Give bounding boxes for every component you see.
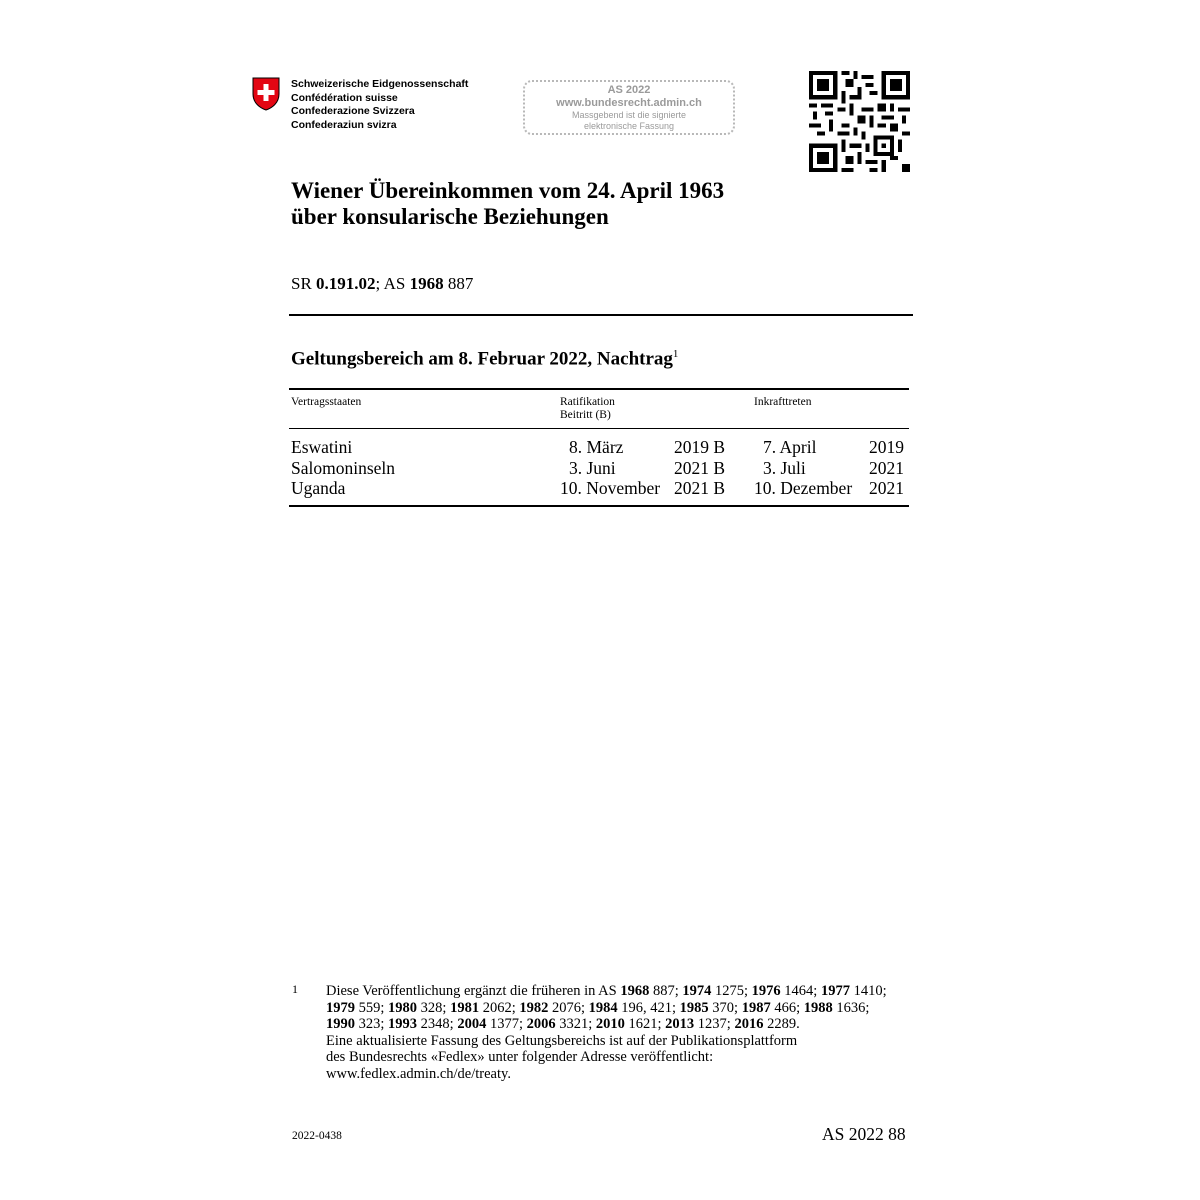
table-header-rule [289, 428, 909, 429]
table-cell-state: Uganda [291, 478, 346, 498]
footnote-ref-year: 2010 [595, 1016, 625, 1032]
sr-prefix: SR [291, 274, 317, 293]
section-title-text: Geltungsbereich am 8. Februar 2022, Nachtrag [291, 348, 673, 370]
column-header-states: Vertragsstaaten [291, 396, 362, 408]
table-cell-ratification-date: 10. November [560, 478, 661, 498]
footnote-ref-year: 2013 [665, 1016, 695, 1032]
federation-names [291, 78, 468, 132]
stamp-note-2: elektronische Fassung [583, 121, 675, 131]
footnote-ref-page: 1636; [832, 999, 870, 1016]
footnote-number: 1 [292, 982, 298, 996]
footnote-ref-year: 1985 [679, 999, 709, 1016]
document-title [291, 178, 724, 230]
footnote-ref-year: 1990 [326, 1016, 355, 1032]
footnote-ref-page: 196, 421; [617, 999, 680, 1016]
footnote-ref-page: 328; [417, 999, 451, 1016]
footnote-ref-page: 466; [770, 999, 804, 1016]
swiss-coat-of-arms-icon [252, 77, 280, 111]
federation-name-rm: Confederaziun svizra [291, 118, 397, 131]
footnote-ref-page: 1621; [624, 1016, 666, 1032]
table-cell-state: Salomoninseln [291, 457, 396, 478]
footnote-ref-page: 2348; [417, 1016, 458, 1032]
footnote-ref-page: 1275; [711, 983, 752, 999]
footnote-ref-page: 2076; [548, 999, 589, 1016]
footnote-ref-page: 1377; [486, 1016, 527, 1032]
footnote-ref-year: 1976 [751, 983, 781, 999]
publication-stamp [523, 80, 735, 135]
footnote-ref-page: 2062; [479, 999, 520, 1016]
footnote-ref-year: 1980 [388, 999, 418, 1016]
table-cell-entry-date: 10. Dezember [754, 478, 853, 498]
footnote-note-line-1: Eine aktualisierte Fassung des Geltungsbereichs ist auf der Publikationsplattform [326, 1032, 798, 1049]
footnote-ref-year: 1982 [519, 999, 549, 1016]
stamp-note-1: Massgebend ist die signierte [571, 110, 687, 120]
footnote-ref-year: 1968 [620, 983, 650, 999]
stamp-as-number: AS 2022 [607, 84, 651, 96]
footnote-ref-page: 3321; [555, 1016, 596, 1032]
table-cell-entry-date: 7. April [763, 437, 817, 457]
footnote-ref-year: 1988 [803, 999, 833, 1016]
footnote-ref-page: 1410; [849, 983, 887, 999]
section-title [291, 348, 678, 370]
column-header-ratification [560, 396, 615, 422]
ratification-header-line-1: Ratifikation [560, 396, 615, 408]
title-line-1: Wiener Übereinkommen vom 24. April 1963 [291, 178, 725, 203]
footnote-note-line-3: www.fedlex.admin.ch/de/treaty. [326, 1065, 511, 1082]
footnote-ref-page: 887; [649, 983, 683, 999]
footnote-ref-year: 1987 [741, 999, 771, 1016]
footnote-text [326, 983, 896, 1082]
footnote-ref-year: 2004 [457, 1016, 487, 1032]
footnote-references [326, 983, 896, 1033]
as-page: 887 [443, 274, 474, 293]
table-cell-ratification-date: 3. Juni [569, 457, 616, 478]
footnote-ref-year: 1977 [820, 983, 850, 999]
footnote-ref-page: 1237; [694, 1016, 735, 1032]
title-line-2: über konsularische Beziehungen [291, 204, 609, 229]
as-year: 1968 [409, 274, 444, 293]
table-cell-entry-date: 3. Juli [763, 457, 806, 478]
table-cell-ratification-year: 2019 B [674, 437, 726, 457]
footnote-intro: Diese Veröffentlichung ergänzt die früheren in AS [326, 983, 621, 999]
footnote-ref-page: 323; [355, 1016, 389, 1032]
document-number: 2022-0438 [292, 1130, 342, 1142]
stamp-url: www.bundesrecht.admin.ch [556, 97, 702, 109]
as-prefix: ; AS [375, 274, 410, 293]
table-cell-entry-year: 2019 [869, 437, 904, 457]
federation-name-de: Schweizerische Eidgenossenschaft [291, 78, 469, 90]
footnote-ref-year: 1979 [326, 999, 355, 1016]
table-bottom-rule [289, 505, 909, 507]
ratification-header-line-2: Beitritt (B) [560, 409, 611, 421]
footnote-note-line-2: des Bundesrechts «Fedlex» unter folgender Adresse veröffentlicht: [326, 1049, 714, 1065]
table-cell-entry-year: 2021 [869, 457, 904, 478]
footnote-ref-page: 2289. [763, 1016, 800, 1032]
table-cell-ratification-year: 2021 B [674, 478, 726, 498]
footnote-ref-year: 1974 [682, 983, 712, 999]
footnote-ref-page: 370; [708, 999, 742, 1016]
table-cell-ratification-year: 2021 B [674, 457, 726, 478]
table-top-rule [289, 388, 909, 390]
footnote-ref-year: 2006 [526, 1016, 556, 1032]
sr-number: 0.191.02 [316, 274, 376, 293]
table-cell-ratification-date: 8. März [569, 437, 624, 457]
page-reference: AS 2022 88 [822, 1124, 906, 1144]
footnote-ref-year: 1993 [388, 1016, 418, 1032]
footnote-ref-year: 1981 [450, 999, 480, 1016]
qr-code-icon [809, 71, 910, 172]
federation-name-fr: Confédération suisse [291, 91, 398, 104]
title-divider [289, 314, 913, 316]
table-cell-state: Eswatini [291, 437, 353, 457]
footnote-ref-page: 1464; [780, 983, 821, 999]
footnote-ref-page: 559; [355, 999, 389, 1016]
table-cell-entry-year: 2021 [869, 478, 904, 498]
footnote-ref-year: 1984 [588, 999, 618, 1016]
section-footnote-mark: 1 [672, 348, 679, 360]
sr-reference [291, 274, 473, 294]
federation-name-it: Confederazione Svizzera [291, 105, 415, 117]
footnote-ref-year: 2016 [734, 1016, 764, 1032]
column-header-entry-into-force: Inkrafttreten [754, 396, 812, 408]
